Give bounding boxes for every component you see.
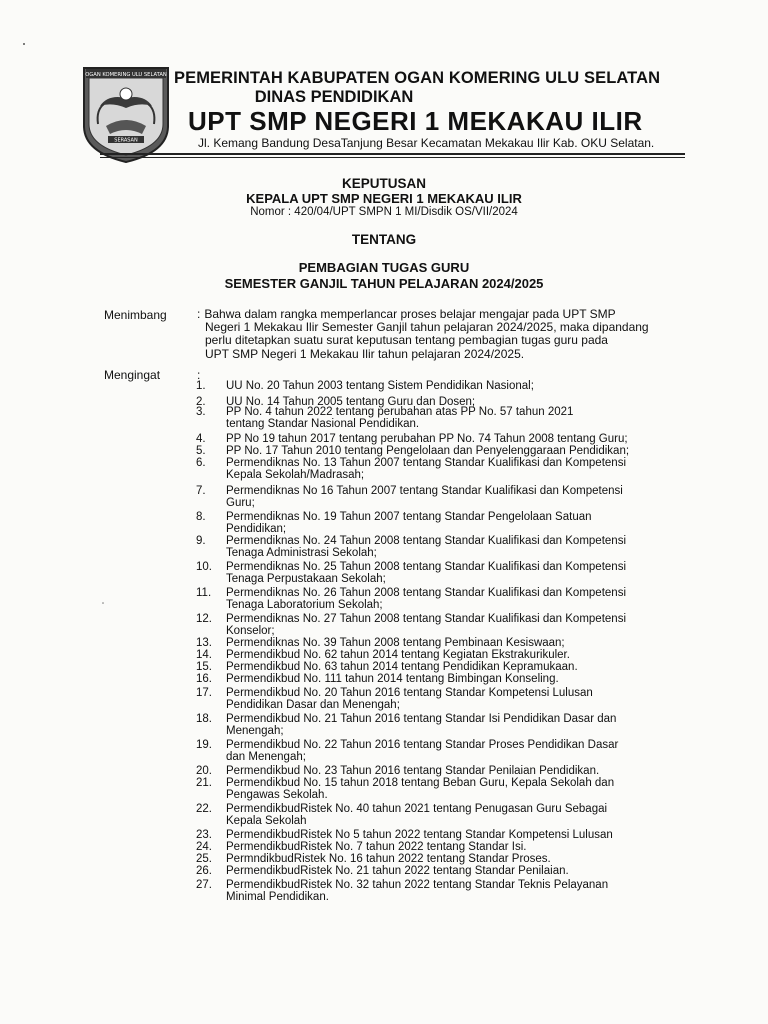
mengingat-item-number: 15. <box>196 661 212 673</box>
mengingat-item-line: Permendiknas No 16 Tahun 2007 tentang Standar Kualifikasi dan Kompetensi <box>226 485 623 497</box>
mengingat-item-text <box>226 739 676 763</box>
scan-speck <box>20 40 30 50</box>
mengingat-item-number: 6. <box>196 457 206 469</box>
mengingat-item-line: Permendikbud No. 21 Tahun 2016 tentang Standar Isi Pendidikan Dasar dan <box>226 713 617 725</box>
menimbang-line: UPT SMP Negeri 1 Mekakau Ilir tahun pelajaran 2024/2025. <box>205 346 525 361</box>
mengingat-item-line: Pendidikan Dasar dan Menengah; <box>226 699 400 711</box>
mengingat-item-line: dan Menengah; <box>226 751 306 763</box>
mengingat-item-line: Permendikbud No. 22 Tahun 2016 tentang Standar Proses Pendidikan Dasar <box>226 739 619 751</box>
mengingat-item-line: Tenaga Perpustakaan Sekolah; <box>226 573 386 585</box>
mengingat-item-line: Tenaga Laboratorium Sekolah; <box>226 599 383 611</box>
letterhead-government: PEMERINTAH KABUPATEN OGAN KOMERING ULU SELATAN <box>174 69 661 87</box>
mengingat-item-text <box>226 661 676 673</box>
decree-tentang: TENTANG <box>351 232 417 247</box>
mengingat-item-text <box>226 457 676 481</box>
mengingat-item-line: PermndikbudRistek No. 16 tahun 2022 tentang Standar Proses. <box>226 853 551 865</box>
mengingat-item-line: Kepala Sekolah/Madrasah; <box>226 469 365 481</box>
mengingat-colon: : <box>197 368 201 382</box>
mengingat-item-number: 1. <box>196 380 206 392</box>
mengingat-item-line: tentang Standar Nasional Pendidikan. <box>226 418 420 430</box>
letterhead-divider-thin <box>100 157 685 158</box>
mengingat-item-number: 3. <box>196 406 206 418</box>
mengingat-item-number: 13. <box>196 637 212 649</box>
mengingat-item-line: PermendikbudRistek No. 32 tahun 2022 tentang Standar Teknis Pelayanan <box>226 879 609 891</box>
mengingat-item-line: Permendikbud No. 63 tahun 2014 tentang Pendidikan Kepramukaan. <box>226 661 578 673</box>
mengingat-item-text <box>226 713 676 737</box>
mengingat-item-text <box>226 511 676 535</box>
decree-subject-line1: PEMBAGIAN TUGAS GURU <box>298 260 470 275</box>
mengingat-item-line: Permendiknas No. 13 Tahun 2007 tentang Standar Kualifikasi dan Kompetensi <box>226 457 626 469</box>
mengingat-item-number: 24. <box>196 841 212 853</box>
mengingat-item-number: 16. <box>196 673 212 685</box>
decree-heading: KEPUTUSAN <box>341 176 426 191</box>
mengingat-item-text <box>226 853 676 865</box>
letterhead-agency: DINAS PENDIDIKAN <box>254 88 414 106</box>
logo-motto: SERASAN <box>114 137 138 144</box>
mengingat-item-text <box>226 433 676 445</box>
mengingat-item-text <box>226 803 676 827</box>
menimbang-line: Negeri 1 Mekakau Ilir Semester Ganjil tahun pelajaran 2024/2025, maka dipandang <box>205 320 649 335</box>
mengingat-item-line: UU No. 14 Tahun 2005 tentang Guru dan Dosen; <box>226 396 476 408</box>
mengingat-item-line: Permendikbud No. 15 tahun 2018 tentang Beban Guru, Kepala Sekolah dan <box>226 777 615 789</box>
mengingat-item-line: Pendidikan; <box>226 523 287 535</box>
mengingat-item-text <box>226 649 676 661</box>
mengingat-item-text <box>226 865 676 877</box>
mengingat-item-number: 19. <box>196 739 212 751</box>
scan-speck <box>100 600 106 606</box>
mengingat-item-line: UU No. 20 Tahun 2003 tentang Sistem Pendidikan Nasional; <box>226 380 534 392</box>
mengingat-item-number: 18. <box>196 713 212 725</box>
mengingat-item-line: Pengawas Sekolah. <box>226 789 328 801</box>
menimbang-line: perlu ditetapkan suatu surat keputusan tentang pembagian tugas guru pada <box>205 333 608 348</box>
mengingat-item-line: PermendikbudRistek No. 40 tahun 2021 tentang Penugasan Guru Sebagai <box>226 803 608 815</box>
regency-emblem-logo <box>78 64 174 164</box>
logo-text: OGAN KOMERING ULU SELATAN <box>85 72 167 78</box>
mengingat-item-number: 20. <box>196 765 212 777</box>
mengingat-item-number: 7. <box>196 485 206 497</box>
mengingat-item-number: 26. <box>196 865 212 877</box>
mengingat-item-number: 10. <box>196 561 212 573</box>
mengingat-item-number: 14. <box>196 649 212 661</box>
letterhead-divider <box>100 153 685 155</box>
mengingat-item-number: 21. <box>196 777 212 789</box>
mengingat-item-number: 9. <box>196 535 206 547</box>
mengingat-item-text <box>226 637 676 649</box>
menimbang-label: Menimbang <box>104 308 167 322</box>
decree-issuer: KEPALA UPT SMP NEGERI 1 MEKAKAU ILIR <box>246 191 522 206</box>
mengingat-item-number: 4. <box>196 433 206 445</box>
mengingat-item-number: 2. <box>196 396 206 408</box>
mengingat-item-number: 12. <box>196 613 212 625</box>
mengingat-item-text <box>226 587 676 611</box>
mengingat-item-line: PermendikbudRistek No. 21 tahun 2022 tentang Standar Penilaian. <box>226 865 569 877</box>
mengingat-item-line: PermendikbudRistek No. 7 tahun 2022 tentang Standar Isi. <box>226 841 527 853</box>
mengingat-item-number: 8. <box>196 511 206 523</box>
mengingat-item-text <box>226 841 676 853</box>
menimbang-section <box>197 308 687 361</box>
mengingat-item-line: Permendiknas No. 27 Tahun 2008 tentang Standar Kualifikasi dan Kompetensi <box>226 613 626 625</box>
mengingat-item-number: 11. <box>196 587 212 599</box>
mengingat-item-text <box>226 765 676 777</box>
letterhead-address: Jl. Kemang Bandung DesaTanjung Besar Kecamatan Mekakau Ilir Kab. OKU Selatan. <box>198 136 655 150</box>
mengingat-item-number: 25. <box>196 853 212 865</box>
menimbang-line-text: Bahwa dalam rangka memperlancar proses belajar mengajar pada UPT SMP <box>204 307 616 321</box>
mengingat-item-line: Minimal Pendidikan. <box>226 891 329 903</box>
mengingat-item-text <box>226 829 676 841</box>
mengingat-item-line: Tenaga Administrasi Sekolah; <box>226 547 377 559</box>
mengingat-item-line: Permendiknas No. 26 Tahun 2008 tentang Standar Kualifikasi dan Kompetensi <box>226 587 626 599</box>
mengingat-item-line: PermendikbudRistek No 5 tahun 2022 tentang Standar Kompetensi Lulusan <box>226 829 613 841</box>
mengingat-item-text <box>226 535 676 559</box>
mengingat-item-text <box>226 673 676 685</box>
decree-subject-line2: SEMESTER GANJIL TAHUN PELAJARAN 2024/2025 <box>224 276 544 291</box>
mengingat-item-text <box>226 613 676 637</box>
mengingat-item-number: 23. <box>196 829 212 841</box>
mengingat-item-line: PP No 19 tahun 2017 tentang perubahan PP No. 74 Tahun 2008 tentang Guru; <box>226 433 628 445</box>
mengingat-item-line: Menengah; <box>226 725 284 737</box>
decree-number: Nomor : 420/04/UPT SMPN 1 MI/Disdik OS/VII/2024 <box>250 206 518 218</box>
mengingat-item-number: 17. <box>196 687 212 699</box>
mengingat-item-line: Konselor; <box>226 625 275 637</box>
mengingat-item-line: Permendiknas No. 39 Tahun 2008 tentang Pembinaan Kesiswaan; <box>226 637 565 649</box>
mengingat-item-line: Permendikbud No. 111 tahun 2014 tentang Bimbingan Konseling. <box>226 673 559 685</box>
mengingat-item-line: PP No. 17 Tahun 2010 tentang Pengelolaan dan Penyelenggaraan Pendidikan; <box>226 445 630 457</box>
mengingat-item-line: Permendiknas No. 24 Tahun 2008 tentang Standar Kualifikasi dan Kompetensi <box>226 535 626 547</box>
mengingat-item-text <box>226 879 676 903</box>
mengingat-item-line: Permendikbud No. 20 Tahun 2016 tentang Standar Kompetensi Lulusan <box>226 687 593 699</box>
mengingat-item-text <box>226 406 676 430</box>
mengingat-item-text <box>226 445 676 457</box>
letterhead-school-name: UPT SMP NEGERI 1 MEKAKAU ILIR <box>188 106 643 136</box>
mengingat-item-line: Permendiknas No. 19 Tahun 2007 tentang Standar Pengelolaan Satuan <box>226 511 592 523</box>
mengingat-item-line: Guru; <box>226 497 255 509</box>
mengingat-item-number: 27. <box>196 879 212 891</box>
mengingat-item-line: Permendikbud No. 23 Tahun 2016 tentang Standar Penilaian Pendidikan. <box>226 765 600 777</box>
mengingat-item-text <box>226 561 676 585</box>
mengingat-label: Mengingat <box>104 368 161 382</box>
menimbang-colon: : <box>197 307 201 321</box>
mengingat-item-number: 5. <box>196 445 206 457</box>
mengingat-item-text <box>226 380 676 392</box>
mengingat-item-text <box>226 777 676 801</box>
mengingat-item-text <box>226 485 676 509</box>
mengingat-item-line: Permendikbud No. 62 tahun 2014 tentang Kegiatan Ekstrakurikuler. <box>226 649 570 661</box>
mengingat-item-line: Permendiknas No. 25 Tahun 2008 tentang Standar Kualifikasi dan Kompetensi <box>226 561 626 573</box>
mengingat-item-text <box>226 687 676 711</box>
mengingat-item-line: Kepala Sekolah <box>226 815 307 827</box>
mengingat-item-line: PP No. 4 tahun 2022 tentang perubahan atas PP No. 57 tahun 2021 <box>226 406 574 418</box>
mengingat-item-number: 22. <box>196 803 212 815</box>
